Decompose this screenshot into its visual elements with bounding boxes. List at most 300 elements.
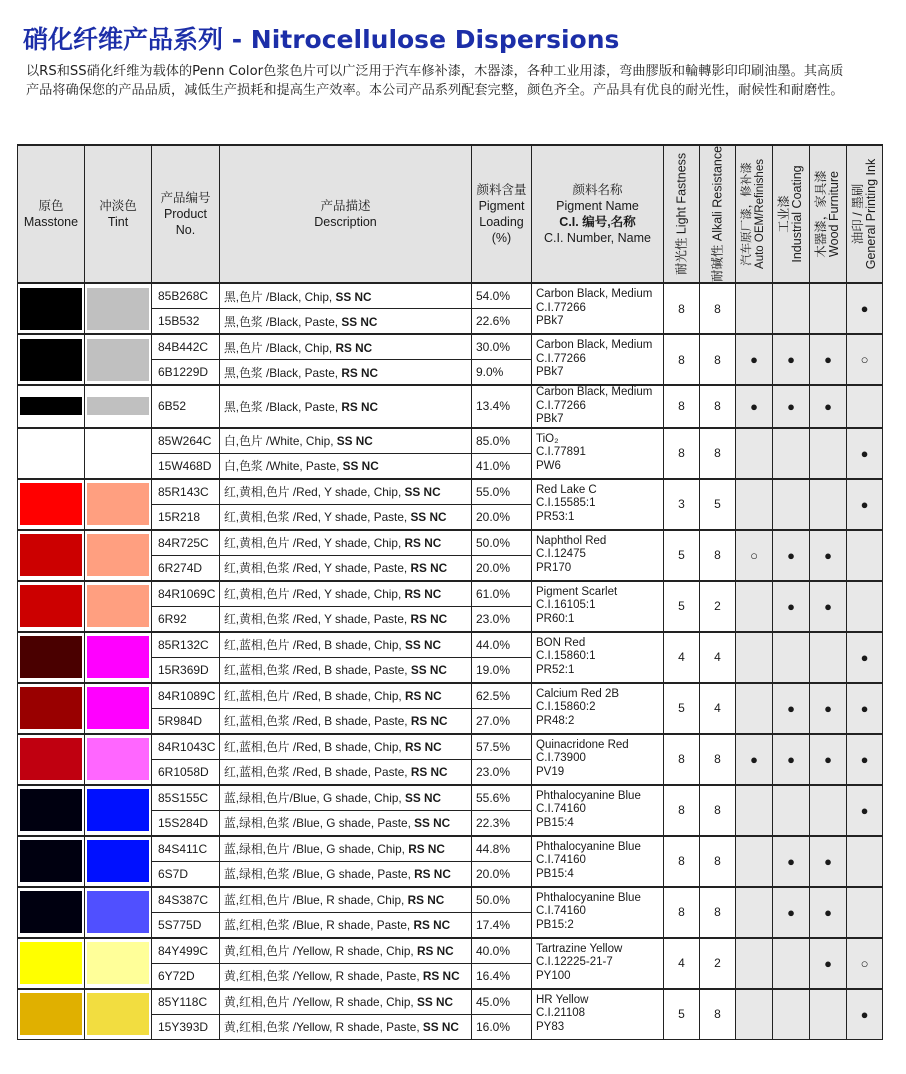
product-description — [220, 555, 472, 581]
tint-swatch-cell — [85, 836, 152, 887]
pigment-name-line-2: C.I.15585:1 — [536, 497, 596, 510]
pigment-name-line-3: PR48:2 — [536, 714, 575, 727]
description-text: 黑,色浆 /Black, Paste, — [224, 365, 342, 380]
pigment-name-line-1: Naphthol Red — [536, 534, 607, 547]
description-carrier: RS NC — [422, 969, 460, 983]
table-row — [18, 734, 883, 760]
masstone-swatch — [20, 288, 82, 330]
table-row — [18, 283, 883, 309]
header-masstone-en: Masstone — [23, 215, 79, 229]
masstone-swatch-cell — [18, 334, 85, 385]
product-description — [220, 428, 472, 454]
header-industrial-cn: 工业漆 — [777, 195, 791, 233]
masstone-swatch-cell — [18, 428, 85, 479]
auto-suitability-mark — [736, 938, 773, 989]
product-code: 15B532 — [152, 309, 220, 335]
description-text: 蓝,绿相,色浆 /Blue, G shade, Paste, — [224, 816, 415, 830]
masstone-swatch — [20, 738, 82, 780]
product-code: 6R274D — [152, 555, 220, 581]
light-fastness-value: 5 — [664, 989, 700, 1040]
auto-suitability-mark — [736, 683, 773, 734]
pigment-name-line-1: Phthalocyanine Blue — [536, 789, 641, 802]
tint-swatch — [87, 397, 149, 415]
pigment-name-cell — [532, 479, 664, 530]
pigment-name-line-3: PW6 — [536, 459, 561, 472]
pigment-name-line-2: C.I.16105:1 — [536, 599, 596, 612]
product-code: 15R369D — [152, 657, 220, 683]
tint-swatch — [87, 432, 149, 474]
description-text: 红,蓝相,色片 /Red, B shade, Chip, — [224, 740, 405, 754]
tint-swatch — [87, 942, 149, 984]
wood-suitability-mark: ● — [810, 683, 847, 734]
header-pigment-ci-cn: C.I. 编号,名称 — [559, 215, 636, 229]
pigment-loading: 22.6% — [472, 309, 532, 335]
pigment-loading: 44.0% — [472, 632, 532, 658]
description-carrier: RS NC — [404, 689, 442, 703]
pigment-name-line-1: BON Red — [536, 636, 586, 649]
ink-suitability-mark — [847, 581, 883, 632]
product-description — [220, 479, 472, 505]
alkali-resistance-value: 8 — [700, 428, 736, 479]
alkali-resistance-value: 8 — [700, 734, 736, 785]
table-row — [18, 785, 883, 811]
product-description — [220, 989, 472, 1015]
pigment-loading: 17.4% — [472, 912, 532, 938]
industrial-suitability-mark — [773, 479, 810, 530]
table-row — [18, 428, 883, 454]
description-carrier: SS NC — [341, 314, 378, 329]
pigment-loading: 45.0% — [472, 989, 532, 1015]
product-code: 85R143C — [152, 479, 220, 505]
pigment-name-line-1: Phthalocyanine Blue — [536, 840, 641, 853]
ink-suitability-mark: ● — [847, 683, 883, 734]
product-code: 5R984D — [152, 708, 220, 734]
pigment-loading: 62.5% — [472, 683, 532, 709]
product-code: 6Y72D — [152, 963, 220, 989]
pigment-loading: 57.5% — [472, 734, 532, 760]
description-text: 黄,红相,色片 /Yellow, R shade, Chip, — [224, 995, 417, 1009]
table-row — [18, 479, 883, 505]
alkali-resistance-value: 8 — [700, 785, 736, 836]
tint-swatch-cell — [85, 887, 152, 938]
description-text: 蓝,红相,色片 /Blue, R shade, Chip, — [224, 893, 408, 907]
tint-swatch-cell — [85, 785, 152, 836]
industrial-suitability-mark — [773, 989, 810, 1040]
tint-swatch — [87, 891, 149, 933]
masstone-swatch — [20, 840, 82, 882]
pigment-name-cell — [532, 887, 664, 938]
product-code: 6B52 — [152, 385, 220, 428]
header-alkali-resistance — [700, 145, 736, 283]
pigment-name-line-3: PR60:1 — [536, 612, 575, 625]
table-row — [18, 632, 883, 658]
description-text: 白,色浆 /White, Paste, — [224, 459, 343, 473]
alkali-resistance-value: 8 — [700, 334, 736, 385]
pigment-loading: 22.3% — [472, 810, 532, 836]
pigment-loading: 41.0% — [472, 453, 532, 479]
header-tint-en: Tint — [107, 215, 129, 229]
masstone-swatch-cell — [18, 385, 85, 428]
pigment-name-line-2: C.I.74160 — [536, 905, 586, 918]
header-loading-en3: (%) — [491, 231, 512, 245]
industrial-suitability-mark: ● — [773, 334, 810, 385]
description-text: 红,黄相,色片 /Red, Y shade, Chip, — [224, 536, 405, 550]
industrial-suitability-mark — [773, 283, 810, 334]
product-code: 15Y393D — [152, 1014, 220, 1039]
wood-suitability-mark: ● — [810, 334, 847, 385]
description-carrier: SS NC — [414, 816, 451, 830]
tint-swatch — [87, 738, 149, 780]
auto-suitability-mark — [736, 479, 773, 530]
auto-suitability-mark — [736, 283, 773, 334]
product-description — [220, 581, 472, 607]
pigment-name-cell — [532, 938, 664, 989]
pigment-name-cell — [532, 683, 664, 734]
masstone-swatch-cell — [18, 581, 85, 632]
description-text: 红,蓝相,色浆 /Red, B shade, Paste, — [224, 765, 411, 779]
product-description — [220, 657, 472, 683]
pigment-loading: 50.0% — [472, 530, 532, 556]
tint-swatch — [87, 534, 149, 576]
tint-swatch-cell — [85, 334, 152, 385]
header-loading-cn: 颜料含量 — [476, 183, 527, 197]
product-description — [220, 504, 472, 530]
pigment-name-line-2: C.I.21108 — [536, 1007, 586, 1020]
alkali-resistance-value: 8 — [700, 989, 736, 1040]
ink-suitability-mark: ○ — [847, 938, 883, 989]
description-carrier: RS NC — [335, 340, 373, 355]
table-row — [18, 385, 883, 428]
header-industrial-en: Industrial Coating — [790, 165, 804, 263]
product-description — [220, 734, 472, 760]
auto-suitability-mark — [736, 887, 773, 938]
description-carrier: RS NC — [410, 561, 448, 575]
wood-suitability-mark — [810, 632, 847, 683]
product-description — [220, 283, 472, 309]
pigment-loading: 13.4% — [472, 385, 532, 428]
description-text: 黑,色片 /Black, Chip, — [224, 289, 336, 304]
pigment-name-line-2: C.I.77266 — [536, 399, 586, 412]
product-description — [220, 785, 472, 811]
pigment-loading: 55.0% — [472, 479, 532, 505]
tint-swatch-cell — [85, 683, 152, 734]
header-light-en: Light Fastness — [674, 152, 688, 235]
pigment-name-cell — [532, 283, 664, 334]
alkali-resistance-value: 2 — [700, 581, 736, 632]
ink-suitability-mark — [847, 385, 883, 428]
description-text: 黄,红相,色浆 /Yellow, R shade, Paste, — [224, 1020, 423, 1034]
industrial-suitability-mark: ● — [773, 734, 810, 785]
ink-suitability-mark: ○ — [847, 334, 883, 385]
pigment-name-line-2: C.I.73900 — [536, 752, 586, 765]
tint-swatch-cell — [85, 734, 152, 785]
pigment-loading: 61.0% — [472, 581, 532, 607]
header-wood-en: Wood Furniture — [827, 171, 841, 257]
light-fastness-value: 8 — [664, 887, 700, 938]
pigment-loading: 50.0% — [472, 887, 532, 913]
description-carrier: RS NC — [410, 612, 448, 626]
product-code: 85S155C — [152, 785, 220, 811]
industrial-suitability-mark: ● — [773, 683, 810, 734]
tint-swatch-cell — [85, 479, 152, 530]
ink-suitability-mark — [847, 530, 883, 581]
description-carrier: RS NC — [410, 765, 448, 779]
product-description — [220, 861, 472, 887]
table-row — [18, 836, 883, 862]
wood-suitability-mark — [810, 283, 847, 334]
product-code: 15W468D — [152, 453, 220, 479]
product-description — [220, 360, 472, 386]
pigment-loading: 30.0% — [472, 334, 532, 360]
industrial-suitability-mark — [773, 938, 810, 989]
product-code: 5S775D — [152, 912, 220, 938]
product-description — [220, 385, 472, 428]
masstone-swatch — [20, 891, 82, 933]
tint-swatch — [87, 687, 149, 729]
light-fastness-value: 4 — [664, 938, 700, 989]
header-loading-en2: Loading — [479, 215, 524, 229]
header-printing-ink — [847, 145, 883, 283]
auto-suitability-mark: ● — [736, 734, 773, 785]
header-masstone — [18, 145, 85, 283]
header-auto-cn: 汽车原厂漆，修补漆 — [741, 162, 753, 266]
description-carrier: RS NC — [408, 842, 445, 856]
tint-swatch-cell — [85, 581, 152, 632]
pigment-name-line-2: C.I.74160 — [536, 854, 586, 867]
header-ink-cn: 油印 / 墨刷 — [850, 183, 865, 245]
description-text: 红,黄相,色片 /Red, Y shade, Chip, — [224, 587, 405, 601]
description-text: 蓝,绿相,色浆 /Blue, G shade, Paste, — [224, 867, 415, 881]
tint-swatch — [87, 483, 149, 525]
header-alkali-en: Alkali Resistance — [710, 145, 724, 242]
product-code: 15S284D — [152, 810, 220, 836]
masstone-swatch — [20, 397, 82, 415]
industrial-suitability-mark — [773, 785, 810, 836]
tint-swatch — [87, 339, 149, 381]
masstone-swatch — [20, 636, 82, 678]
pigment-loading: 40.0% — [472, 938, 532, 964]
industrial-suitability-mark: ● — [773, 385, 810, 428]
pigment-name-line-3: PY83 — [536, 1020, 565, 1033]
industrial-suitability-mark — [773, 632, 810, 683]
pigment-name-line-1: Quinacridone Red — [536, 738, 629, 751]
description-carrier: RS NC — [404, 587, 442, 601]
wood-suitability-mark: ● — [810, 887, 847, 938]
light-fastness-value: 3 — [664, 479, 700, 530]
header-desc-en: Description — [314, 215, 377, 229]
pigment-name-line-1: Carbon Black, Medium — [536, 386, 653, 398]
auto-suitability-mark — [736, 632, 773, 683]
alkali-resistance-value: 4 — [700, 683, 736, 734]
description-carrier: SS NC — [410, 510, 447, 524]
pigment-name-line-3: PR52:1 — [536, 663, 575, 676]
masstone-swatch-cell — [18, 887, 85, 938]
tint-swatch — [87, 636, 149, 678]
pigment-name-line-3: PB15:4 — [536, 816, 574, 829]
description-carrier: SS NC — [404, 485, 441, 499]
masstone-swatch — [20, 483, 82, 525]
alkali-resistance-value: 2 — [700, 938, 736, 989]
pigment-loading: 54.0% — [472, 283, 532, 309]
description-carrier: RS NC — [404, 740, 442, 754]
pigment-name-line-3: PB15:2 — [536, 918, 574, 931]
alkali-resistance-value: 4 — [700, 632, 736, 683]
description-carrier: RS NC — [341, 365, 379, 380]
ink-suitability-mark — [847, 887, 883, 938]
pigment-name-line-1: Pigment Scarlet — [536, 585, 618, 598]
auto-suitability-mark — [736, 581, 773, 632]
ink-suitability-mark: ● — [847, 734, 883, 785]
table-row — [18, 989, 883, 1015]
pigment-loading: 55.6% — [472, 785, 532, 811]
industrial-suitability-mark: ● — [773, 887, 810, 938]
description-carrier: SS NC — [404, 791, 442, 805]
product-code: 6R1058D — [152, 759, 220, 785]
description-text: 红,蓝相,色片 /Red, B shade, Chip, — [224, 689, 405, 703]
header-product-en1: Product — [163, 207, 208, 221]
pigment-name-cell — [532, 581, 664, 632]
pigment-name-line-3: PBk7 — [536, 413, 564, 425]
light-fastness-value: 4 — [664, 632, 700, 683]
product-code: 84B442C — [152, 334, 220, 360]
description-carrier: RS NC — [414, 867, 451, 881]
pigment-name-line-2: C.I.15860:1 — [536, 650, 596, 663]
pigment-name-line-1: Carbon Black, Medium — [536, 339, 653, 352]
product-code: 84R1089C — [152, 683, 220, 709]
product-description — [220, 309, 472, 335]
product-code: 84S411C — [152, 836, 220, 862]
product-description — [220, 1014, 472, 1039]
header-product — [152, 145, 220, 283]
light-fastness-value: 5 — [664, 581, 700, 632]
description-text: 白,色片 /White, Chip, — [224, 434, 337, 448]
product-description — [220, 810, 472, 836]
description-text: 红,蓝相,色片 /Red, B shade, Chip, — [224, 638, 405, 652]
header-auto-oem — [736, 145, 773, 283]
description-text: 黑,色片 /Black, Chip, — [224, 340, 336, 355]
pigment-name-cell — [532, 385, 664, 428]
description-text: 黑,色浆 /Black, Paste, — [224, 314, 342, 329]
product-description — [220, 836, 472, 862]
ink-suitability-mark: ● — [847, 785, 883, 836]
tint-swatch-cell — [85, 938, 152, 989]
product-description — [220, 912, 472, 938]
masstone-swatch — [20, 585, 82, 627]
pigment-name-line-3: PV19 — [536, 765, 565, 778]
table-header-row — [18, 145, 883, 283]
tint-swatch — [87, 993, 149, 1035]
wood-suitability-mark — [810, 428, 847, 479]
tint-swatch-cell — [85, 530, 152, 581]
product-description — [220, 708, 472, 734]
alkali-resistance-value: 8 — [700, 836, 736, 887]
masstone-swatch-cell — [18, 479, 85, 530]
table-row — [18, 938, 883, 964]
masstone-swatch-cell — [18, 989, 85, 1040]
header-loading — [472, 145, 532, 283]
product-code: 6B1229D — [152, 360, 220, 386]
masstone-swatch-cell — [18, 283, 85, 334]
description-text: 黄,红相,色片 /Yellow, R shade, Chip, — [224, 944, 417, 958]
wood-suitability-mark: ● — [810, 938, 847, 989]
header-product-cn: 产品编号 — [160, 191, 211, 205]
table-body — [18, 283, 883, 1039]
pigment-name-line-3: PR170 — [536, 561, 572, 574]
table-row — [18, 530, 883, 556]
alkali-resistance-value: 8 — [700, 887, 736, 938]
tint-swatch-cell — [85, 385, 152, 428]
header-pigment-cn: 颜料名称 — [572, 183, 623, 197]
description-text: 蓝,红相,色浆 /Blue, R shade, Paste, — [224, 918, 414, 932]
ink-suitability-mark: ● — [847, 283, 883, 334]
tint-swatch — [87, 585, 149, 627]
pigment-name-line-3: PBk7 — [536, 315, 564, 328]
pigment-loading: 23.0% — [472, 759, 532, 785]
light-fastness-value: 8 — [664, 334, 700, 385]
tint-swatch-cell — [85, 283, 152, 334]
masstone-swatch — [20, 432, 82, 474]
header-light-fastness — [664, 145, 700, 283]
header-pigment-en: Pigment Name — [556, 199, 639, 213]
intro-paragraph: 以RS和SS硝化纤维为载体的Penn Color色浆色片可以广泛用于汽车修补漆，木器漆，各种工业用漆，弯曲膠版和輪轉影印印刷油墨。其高质产品将确保您的产品品质，减低生产损耗和提高生产效率。本公司产品系列配套完整，颜色齐全。产品具有优良的耐光性，耐候性和耐磨性。 — [26, 64, 844, 98]
wood-suitability-mark: ● — [810, 530, 847, 581]
product-description — [220, 963, 472, 989]
masstone-swatch-cell — [18, 632, 85, 683]
header-wood-cn: 木器漆，家具漆 — [814, 170, 828, 258]
industrial-suitability-mark: ● — [773, 581, 810, 632]
industrial-suitability-mark: ● — [773, 530, 810, 581]
description-carrier: SS NC — [416, 995, 454, 1009]
product-description — [220, 938, 472, 964]
pigment-name-line-1: HR Yellow — [536, 993, 589, 1006]
ink-suitability-mark: ● — [847, 479, 883, 530]
alkali-resistance-value: 8 — [700, 283, 736, 334]
masstone-swatch-cell — [18, 683, 85, 734]
description-text: 红,黄相,色片 /Red, Y shade, Chip, — [224, 485, 405, 499]
description-text: 红,蓝相,色浆 /Red, B shade, Paste, — [224, 714, 411, 728]
pigment-loading: 23.0% — [472, 606, 532, 632]
page-title: 硝化纤维产品系列 - Nitrocellulose Dispersions — [23, 25, 620, 54]
description-carrier: SS NC — [404, 638, 442, 652]
header-light-cn: 耐光性 — [674, 237, 688, 276]
pigment-name-line-1: Carbon Black, Medium — [536, 288, 653, 301]
pigment-name-cell — [532, 632, 664, 683]
product-description — [220, 530, 472, 556]
masstone-swatch-cell — [18, 938, 85, 989]
product-description — [220, 683, 472, 709]
description-carrier: RS NC — [407, 893, 445, 907]
tint-swatch — [87, 840, 149, 882]
light-fastness-value: 8 — [664, 385, 700, 428]
pigment-name-line-1: Red Lake C — [536, 483, 597, 496]
header-tint — [85, 145, 152, 283]
masstone-swatch-cell — [18, 734, 85, 785]
product-code: 84R725C — [152, 530, 220, 556]
masstone-swatch — [20, 942, 82, 984]
product-description — [220, 606, 472, 632]
wood-suitability-mark: ● — [810, 385, 847, 428]
description-text: 红,黄相,色浆 /Red, Y shade, Paste, — [224, 561, 411, 575]
pigment-name-line-3: PR53:1 — [536, 510, 575, 523]
auto-suitability-mark: ● — [736, 334, 773, 385]
product-table — [17, 144, 883, 1040]
pigment-loading: 9.0% — [472, 360, 532, 386]
description-carrier: RS NC — [341, 399, 379, 414]
pigment-name-cell — [532, 530, 664, 581]
description-carrier: RS NC — [413, 918, 451, 932]
wood-suitability-mark: ● — [810, 836, 847, 887]
product-code: 84Y499C — [152, 938, 220, 964]
